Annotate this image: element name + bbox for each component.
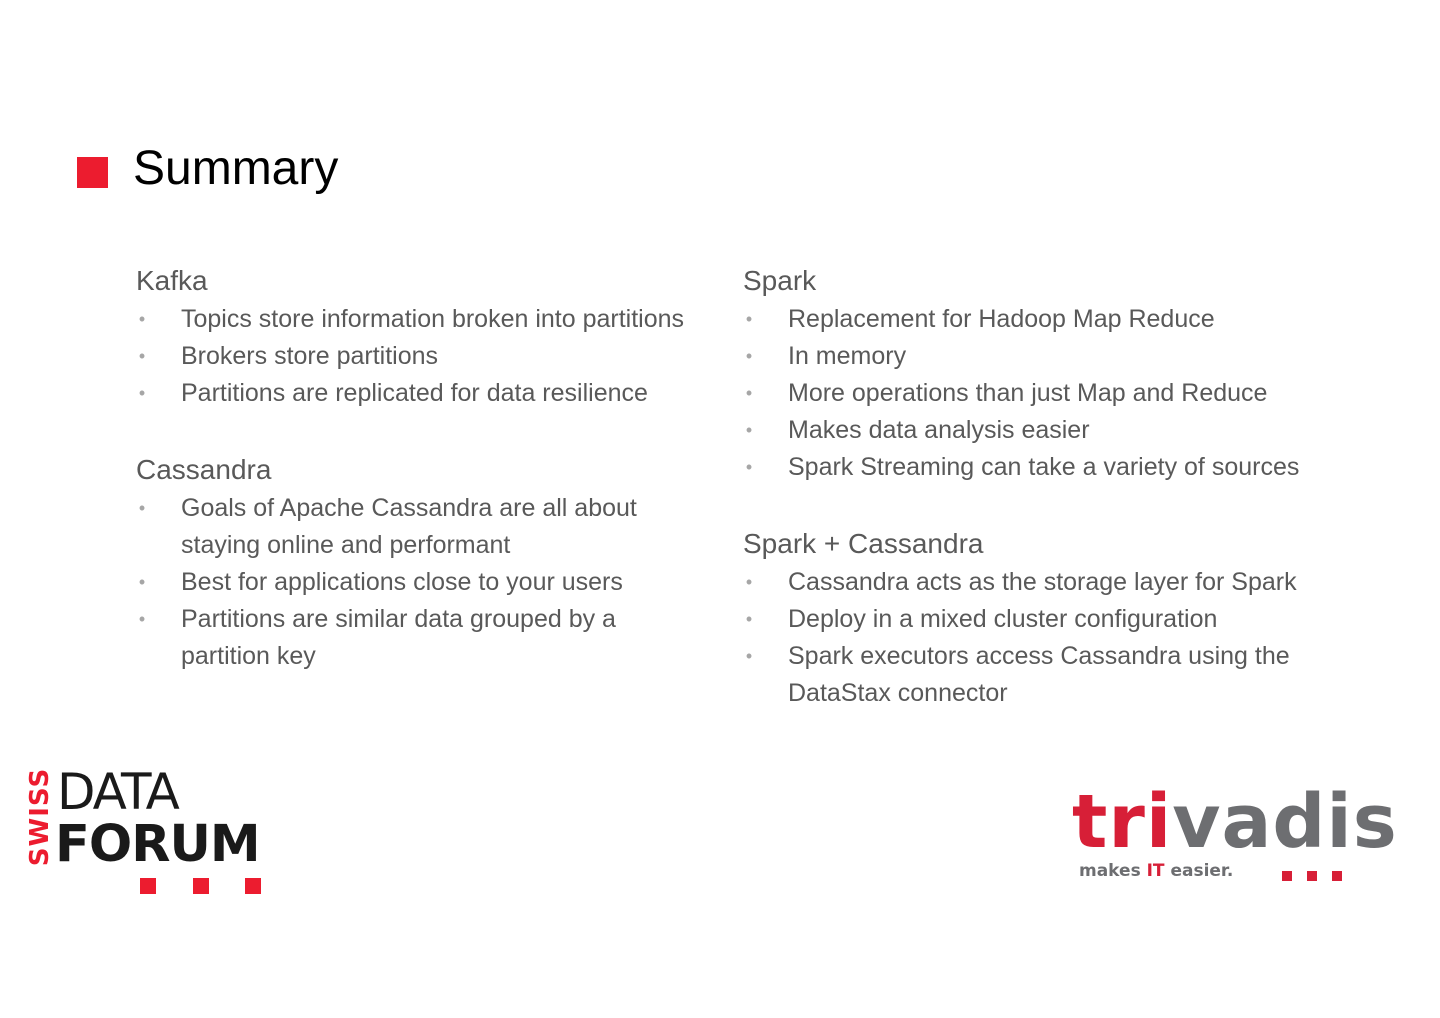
bullet-dot-icon: • <box>138 383 146 403</box>
bullet-dot-icon: • <box>745 646 753 666</box>
bullet-text: Topics store information broken into partitions <box>181 305 685 333</box>
logo-swiss-text: SWISS <box>25 767 55 867</box>
tagline-it: IT <box>1146 861 1165 881</box>
logo-trivadis-wordmark <box>1072 780 1398 864</box>
bullet-dot-icon: • <box>138 609 146 629</box>
logo-swiss-vertical-text <box>24 765 56 869</box>
left-column <box>136 263 696 675</box>
bullet-text: Cassandra acts as the storage layer for Spark <box>788 568 1297 596</box>
swiss-data-forum-logo <box>24 765 264 897</box>
slide-title: Summary <box>133 142 339 195</box>
bullet-list <box>136 490 696 675</box>
bullet-text: Makes data analysis easier <box>788 416 1090 444</box>
section-kafka <box>136 263 696 412</box>
bullet-dot-icon: • <box>745 609 753 629</box>
bullet-item <box>743 375 1383 412</box>
section-spark <box>743 263 1383 486</box>
bullet-text: Replacement for Hadoop Map Reduce <box>788 305 1215 333</box>
logo-forum-text: FORUM <box>55 815 260 874</box>
logo-data-text: DATA <box>57 763 178 821</box>
bullet-dot-icon: • <box>745 457 753 477</box>
bullet-dot-icon: • <box>138 572 146 592</box>
bullet-text: Brokers store partitions <box>181 342 439 370</box>
logo-trivadis-red-part: tri <box>1072 779 1173 865</box>
trivadis-logo <box>1068 779 1398 890</box>
section-heading: Spark <box>743 265 817 296</box>
bullet-item <box>136 338 696 375</box>
bullet-dot-icon: • <box>745 572 753 592</box>
logo-trivadis-tagline <box>1079 861 1233 881</box>
bullet-item <box>743 638 1383 712</box>
right-column <box>743 263 1383 712</box>
bullet-dot-icon: • <box>745 383 753 403</box>
logo-red-square <box>140 878 156 894</box>
bullet-item <box>136 564 696 601</box>
section-spark-cassandra <box>743 526 1383 712</box>
bullet-item <box>743 564 1383 601</box>
bullet-item <box>743 338 1383 375</box>
bullet-list <box>743 564 1383 712</box>
logo-red-square <box>193 878 209 894</box>
bullet-list <box>743 301 1383 486</box>
logo-red-square <box>245 878 261 894</box>
section-heading: Spark + Cassandra <box>743 528 984 559</box>
bullet-dot-icon: • <box>745 309 753 329</box>
bullet-dot-icon: • <box>138 309 146 329</box>
bullet-text: Goals of Apache Cassandra are all about staying online and performant <box>181 494 637 559</box>
tagline-suffix: easier. <box>1164 861 1234 881</box>
bullet-text: Deploy in a mixed cluster configuration <box>788 605 1218 633</box>
logo-red-dot <box>1282 871 1292 881</box>
bullet-text: Partitions are similar data grouped by a partition key <box>181 605 616 670</box>
bullet-dot-icon: • <box>138 346 146 366</box>
logo-red-dot <box>1332 871 1342 881</box>
logo-red-dot <box>1307 871 1317 881</box>
logo-trivadis-gray-part: vadis <box>1172 779 1398 865</box>
bullet-text: Partitions are replicated for data resilience <box>181 379 648 407</box>
bullet-item <box>136 601 696 675</box>
bullet-list <box>136 301 696 412</box>
title-marker-square <box>77 157 108 188</box>
section-heading: Kafka <box>136 265 208 296</box>
bullet-item <box>136 301 696 338</box>
section-cassandra <box>136 452 696 675</box>
bullet-text: Spark Streaming can take a variety of sources <box>788 453 1300 481</box>
bullet-text: More operations than just Map and Reduce <box>788 379 1268 407</box>
bullet-item <box>743 449 1383 486</box>
bullet-item <box>136 375 696 412</box>
bullet-item <box>743 601 1383 638</box>
bullet-item <box>136 490 696 564</box>
bullet-dot-icon: • <box>745 420 753 440</box>
bullet-item <box>743 301 1383 338</box>
bullet-text: Best for applications close to your users <box>181 568 623 596</box>
tagline-prefix: makes <box>1079 861 1147 881</box>
bullet-text: Spark executors access Cassandra using the DataStax connector <box>788 642 1290 707</box>
bullet-item <box>743 412 1383 449</box>
section-heading: Cassandra <box>136 454 272 485</box>
bullet-text: In memory <box>788 342 907 370</box>
bullet-dot-icon: • <box>745 346 753 366</box>
bullet-dot-icon: • <box>138 498 146 518</box>
